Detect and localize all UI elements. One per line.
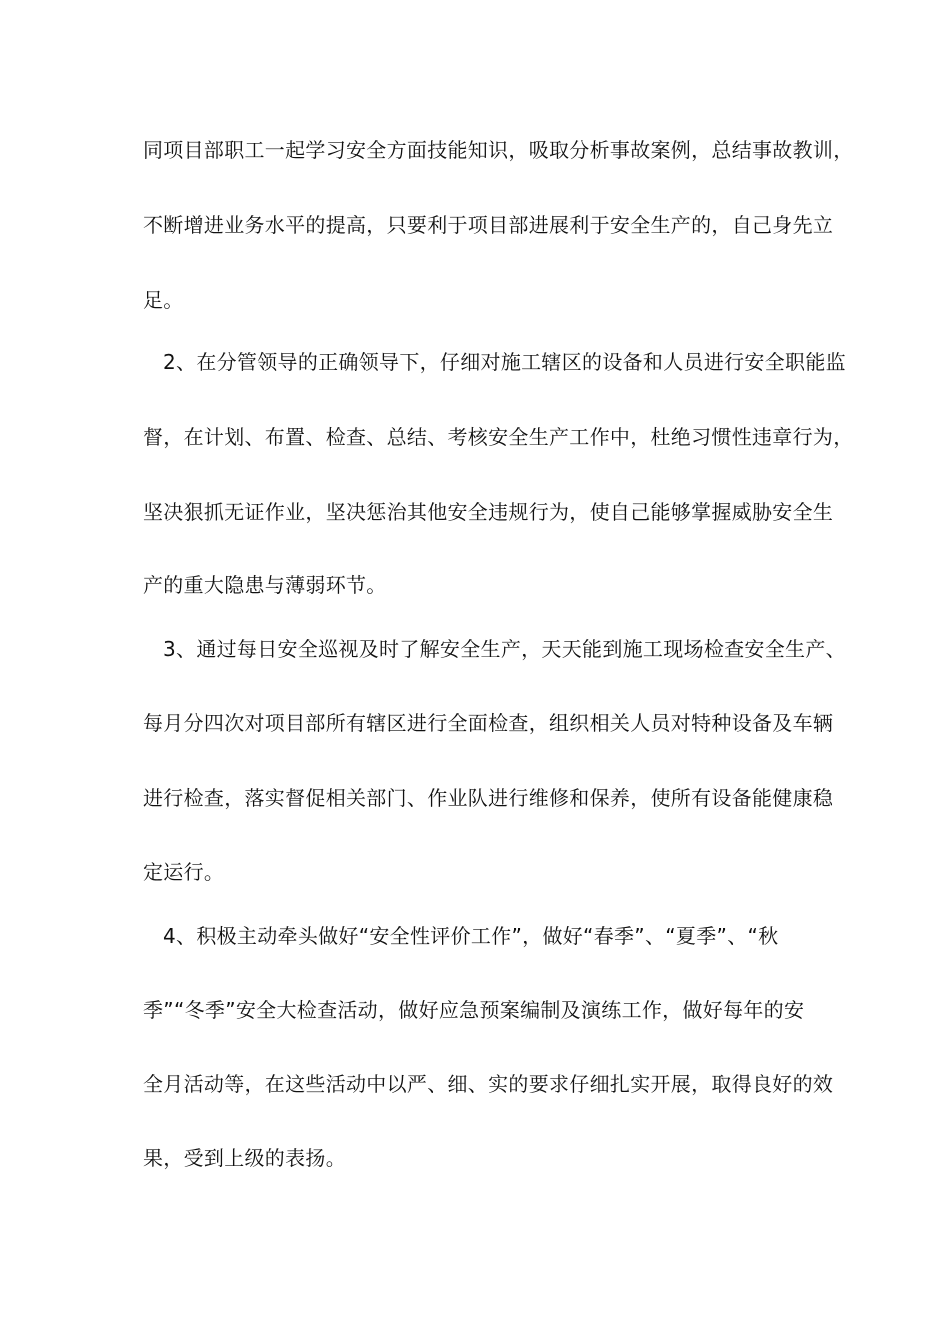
text-line: 4、积极主动牵头做好“安全性评价工作”，做好“春季”、“夏季”、“秋 bbox=[163, 924, 779, 948]
text-line: 同项目部职工一起学习安全方面技能知识，吸取分析事故案例，总结事故教训， bbox=[143, 138, 854, 162]
text-line: 2、在分管领导的正确领导下，仔细对施工辖区的设备和人员进行安全职能监 bbox=[163, 350, 846, 374]
text-line: 3、通过每日安全巡视及时了解安全生产，天天能到施工现场检查安全生产、 bbox=[163, 637, 846, 661]
text-line: 进行检查，落实督促相关部门、作业队进行维修和保养，使所有设备能健康稳 bbox=[143, 786, 834, 810]
text-line: 定运行。 bbox=[143, 860, 225, 884]
text-line: 足。 bbox=[143, 288, 184, 312]
text-line: 督，在计划、布置、检查、总结、考核安全生产工作中，杜绝习惯性违章行为， bbox=[143, 425, 854, 449]
text-line: 全月活动等，在这些活动中以严、细、实的要求仔细扎实开展，取得良好的效 bbox=[143, 1072, 834, 1096]
text-line: 果，受到上级的表扬。 bbox=[143, 1146, 346, 1170]
text-line: 坚决狠抓无证作业，坚决惩治其他安全违规行为，使自己能够掌握威胁安全生 bbox=[143, 500, 834, 524]
text-line: 产的重大隐患与薄弱环节。 bbox=[143, 573, 387, 597]
text-line: 每月分四次对项目部所有辖区进行全面检查，组织相关人员对特种设备及车辆 bbox=[143, 711, 834, 735]
text-line: 季”“冬季”安全大检查活动，做好应急预案编制及演练工作，做好每年的安 bbox=[143, 998, 805, 1022]
text-line: 不断增进业务水平的提高，只要利于项目部进展利于安全生产的，自己身先立 bbox=[143, 213, 834, 237]
